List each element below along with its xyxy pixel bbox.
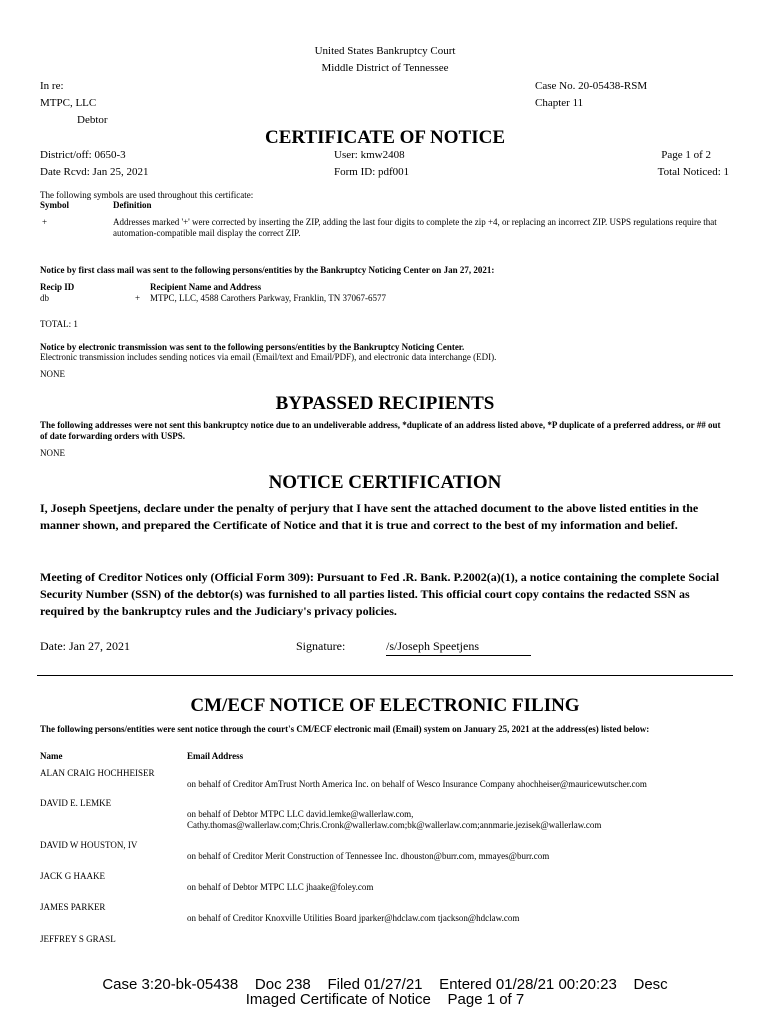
symbol-column-header: Symbol [40, 200, 70, 210]
electronic-none: NONE [40, 369, 65, 379]
cmecf-entry-email: on behalf of Creditor Knoxville Utilities Board jparker@hdclaw.com tjackson@hdclaw.com [187, 913, 520, 923]
certification-title: NOTICE CERTIFICATION [268, 472, 502, 493]
page-count: Page 1 of 2 [661, 149, 711, 161]
cmecf-entry-email: on behalf of Debtor MTPC LLC david.lemke@wallerlaw.com, Cathy.thomas@wallerlaw.com;Chris.Cronk@wallerlaw.com;bk@wallerlaw.com;annmarie.jezisek@wallerlaw.com [187, 809, 602, 830]
meeting-notice-paragraph: Meeting of Creditor Notices only (Official Form 309): Pursuant to Fed .R. Bank. P.2002(a)(1), a notice containing the complete Social Security Number (SSN) of the debtor(s) was furnished to all parties listed. This official court copy contains the redacted SSN as required by the bankruptcy rules and the Judiciary's privacy policies. [40, 570, 720, 618]
certification-date: Date: Jan 27, 2021 [40, 639, 130, 653]
certification-declaration: I, Joseph Speetjens, declare under the penalty of perjury that I have sent the attached document to the above listed entities in the manner shown, and prepared the Certificate of Notice and that it is true and correct to the best of my information and belief. [40, 501, 699, 532]
symbol-plus-definition: Addresses marked '+' were corrected by inserting the ZIP, adding the last four digits to complete the zip +4, or replacing an incorrect ZIP. USPS regulations require that automation-compatible mail display the correct ZIP. [113, 217, 717, 238]
court-name: United States Bankruptcy Court [314, 45, 456, 57]
cmecf-title: CM/ECF NOTICE OF ELECTRONIC FILING [190, 695, 580, 716]
signature-label: Signature: [296, 639, 346, 653]
cmecf-intro: The following persons/entities were sent notice through the court's CM/ECF electronic mail (Email) system on January 25, 2021 at the address(es) listed below: [40, 724, 650, 734]
section-divider [37, 675, 733, 676]
district-office: District/off: 0650-3 [40, 149, 126, 161]
symbols-intro: The following symbols are used throughout this certificate: [40, 190, 254, 200]
electronic-subheading: Electronic transmission includes sending notices via email (Email/text and Email/PDF), and electronic data interchange (EDI). [40, 352, 497, 362]
first-class-heading: Notice by first class mail was sent to the following persons/entities by the Bankruptcy Noticing Center on Jan 27, 2021: [40, 265, 495, 275]
electronic-heading: Notice by electronic transmission was sent to the following persons/entities by the Bankruptcy Noticing Center. [40, 342, 465, 352]
case-footer-line-2: Imaged Certificate of Notice Page 1 of 7 [245, 991, 525, 1008]
signature-value: /s/Joseph Speetjens [386, 639, 531, 656]
definition-column-header: Definition [113, 200, 152, 210]
cmecf-entry-email: on behalf of Creditor AmTrust North America Inc. on behalf of Wesco Insurance Company ahochheiser@mauricewutscher.com [187, 779, 647, 789]
cmecf-entry-email: on behalf of Debtor MTPC LLC jhaake@foley.com [187, 882, 374, 892]
cmecf-entry-name: DAVID W HOUSTON, IV [40, 840, 138, 850]
recipient-address: MTPC, LLC, 4588 Carothers Parkway, Franklin, TN 37067-6577 [150, 293, 386, 303]
debtor-label: Debtor [77, 114, 108, 126]
cmecf-entry-name: JAMES PARKER [40, 902, 106, 912]
recip-id: db [40, 293, 49, 303]
symbol-plus: + [42, 217, 48, 227]
cmecf-email-header: Email Address [187, 751, 244, 761]
recip-mark: + [135, 293, 141, 303]
bypassed-text: The following addresses were not sent this bankruptcy notice due to an undeliverable address, *duplicate of an address listed above, *P duplicate of a preferred address, or ## out of date forwarding orders with USPS. [40, 420, 721, 441]
certificate-title: CERTIFICATE OF NOTICE [264, 127, 506, 148]
chapter: Chapter 11 [535, 97, 584, 109]
cmecf-entry-name: ALAN CRAIG HOCHHEISER [40, 768, 155, 778]
district-name: Middle District of Tennessee [321, 62, 449, 74]
form-id: Form ID: pdf001 [334, 166, 410, 178]
cmecf-entry-name: DAVID E. LEMKE [40, 798, 112, 808]
date-received: Date Rcvd: Jan 25, 2021 [40, 166, 149, 178]
cmecf-entry-name: JACK G HAAKE [40, 871, 105, 881]
recipient-name-header: Recipient Name and Address [150, 282, 262, 292]
case-number: Case No. 20-05438-RSM [535, 80, 648, 92]
cmecf-name-header: Name [40, 751, 63, 761]
user-id: User: kmw2408 [334, 149, 405, 161]
first-class-total: TOTAL: 1 [40, 319, 78, 329]
total-noticed: Total Noticed: 1 [657, 166, 729, 178]
cmecf-entry-email: on behalf of Creditor Merit Construction of Tennessee Inc. dhouston@burr.com, mmayes@burr.com [187, 851, 550, 861]
in-re-label: In re: [40, 80, 64, 92]
case-footer-line-1: Case 3:20-bk-05438 Doc 238 Filed 01/27/21 Entered 01/28/21 00:20:23 Desc [102, 976, 668, 993]
cmecf-entry-name: JEFFREY S GRASL [40, 934, 116, 944]
bypassed-none: NONE [40, 448, 65, 458]
debtor-name: MTPC, LLC [40, 97, 97, 109]
bypassed-title: BYPASSED RECIPIENTS [275, 393, 495, 414]
recip-id-header: Recip ID [40, 282, 75, 292]
